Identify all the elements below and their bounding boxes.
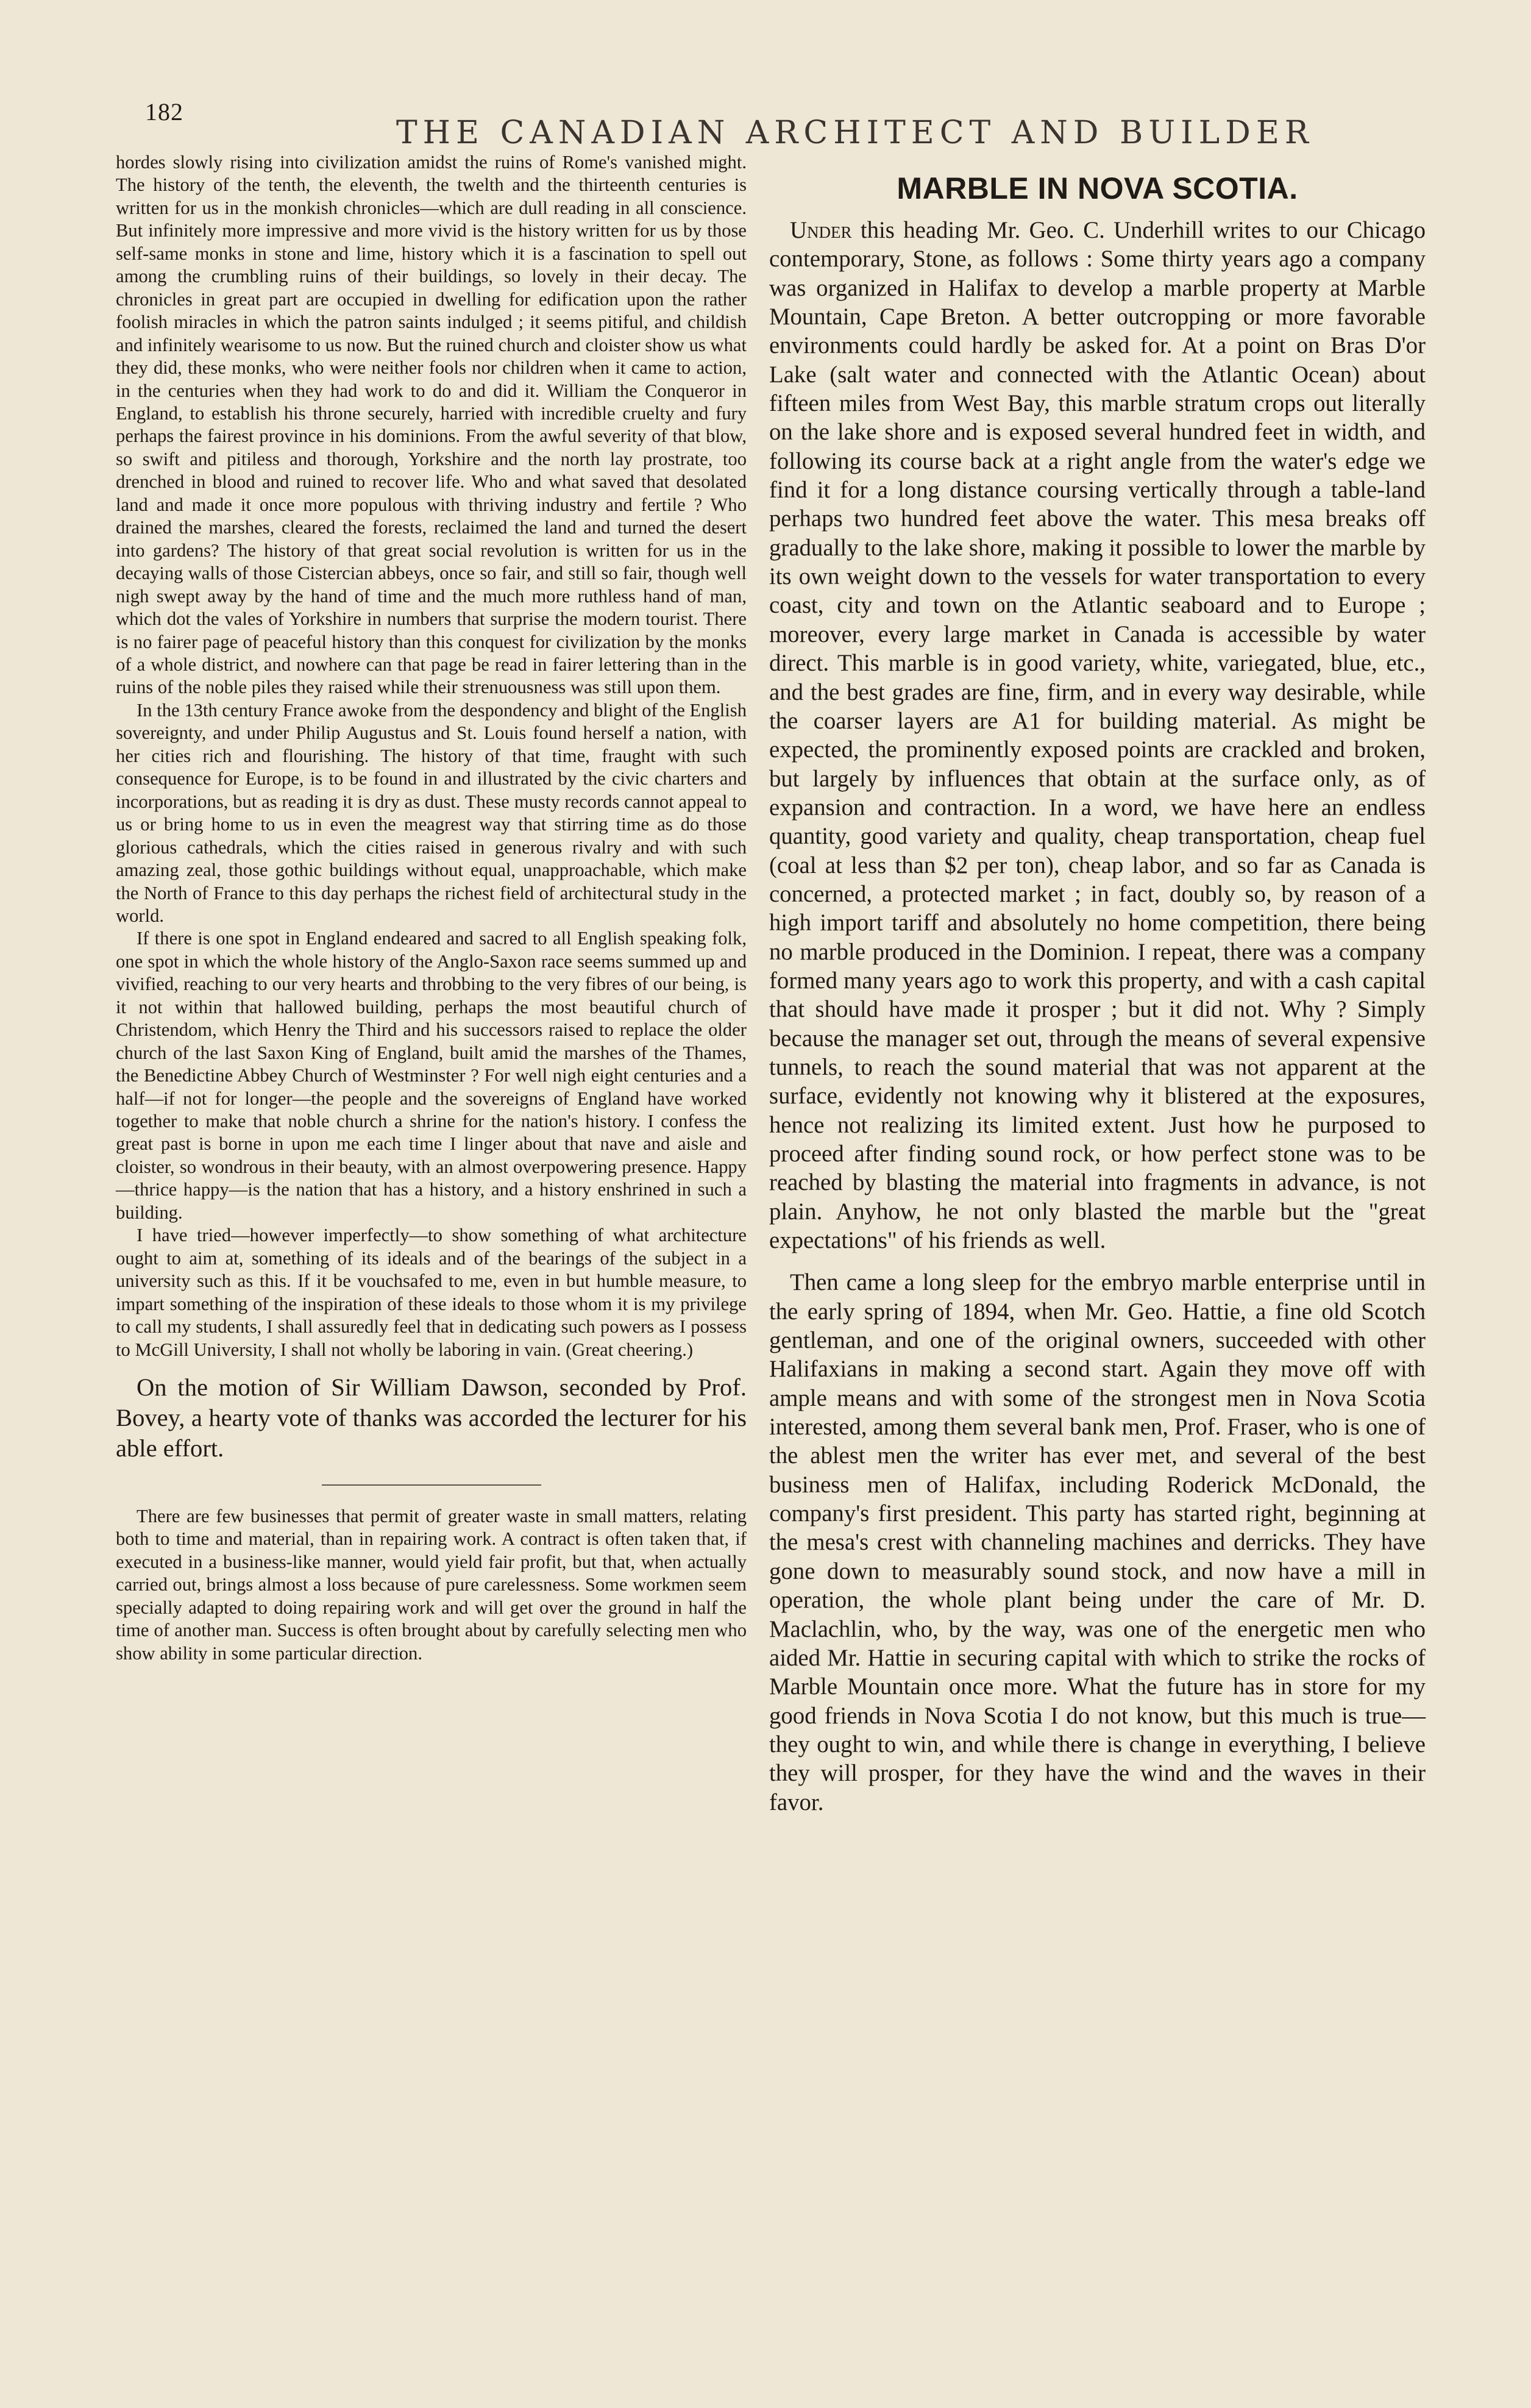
article-paragraph: If there is one spot in England endeared and sacred to all English speaking folk, one spot in which the whole history of the Anglo-Saxon race seems summed up and vivified, reaching to our very hearts and throbbing to the very fibres of our being, is it not within that hallowed building, perhaps the most beautiful church of Christendom, which Henry the Third and his successors raised to replace the older church of the last Saxon King of England, built amid the marshes of the Thames, the Benedictine Abbey Church of Westminster ? For well nigh eight centuries and a half—if not for longer—the people and the sovereigns of England have worked together to make that noble church a shrine for the nation's history. I confess the great past is borne in upon me each time I linger about that nave and aisle and cloister, so wondrous in their beauty, with an almost overpowering presence. Happy—thrice happy—is the nation that has a history, and a history enshrined in such a building.: [116, 928, 747, 1223]
section-divider: [322, 1484, 541, 1486]
lead-word: Under: [790, 217, 852, 243]
article-paragraph: [769, 216, 1426, 1255]
news-item: There are few businesses that permit of greater waste in small matters, relating both to time and material, than in repairing work. A contract is often taken that, if executed in a business-like manner, would yield fair profit, but that, when actually carried out, brings almost a loss because of pure carelessness. Some workmen seem specially adapted to doing repairing work and will get over the ground in half the time of another man. Success is often brought about by carefully selecting men who show ability in some particular direction.: [116, 1506, 747, 1664]
article-paragraph: hordes slowly rising into civilization amidst the ruins of Rome's vanished might. The history of the tenth, the eleventh, the twelth and the thirteenth centuries is written for us in the monkish chronicles—which are dull reading in all conscience. But infinitely more impressive and more vivid is the history written for us by those self-same monks in stone and lime, history which it is a fascination to spell out among the crumbling ruins of their buildings, so lovely in their decay. The chronicles in great part are occupied in dwelling for edification upon the rather foolish miracles in which the patron saints indulged ; it seems pitiful, and childish and infinitely wearisome to us now. But the ruined church and cloister show us what they did, these monks, who were neither fools nor children when it came to action, in the centuries when they had work to do and did it. William the Conqueror in England, to establish his throne securely, harried with incredible cruelty and fury perhaps the fairest province in his dominions. From the awful severity of that blow, so swift and pitiless and thorough, Yorkshire and the north lay prostrate, too drenched in blood and ruined to recover life. Who and what saved that desolated land and made it once more populous with thriving industry and fertile ? Who drained the marshes, cleared the forests, reclaimed the land and turned the desert into gardens? The history of that great social revolution is written for us in the decaying walls of those Cistercian abbeys, once so fair, and still so fair, though well nigh swept away by the hand of time and the much more ruthless hand of man, which dot the vales of Yorkshire in numbers that surprise the modern tourist. There is no fairer page of peaceful history than this conquest for civilization by the monks of a whole district, and nowhere can that page be read in fairer lettering than in the ruins of the noble piles they raised while their strenuousness was still upon them.: [116, 152, 747, 698]
paragraph-text: this heading Mr. Geo. C. Underhill writes to our Chicago contemporary, Stone, as follows : Some thirty years ago a company was organized in Halifax to develop a marble property at Marble Mountain, Cape Breton. A better outcropping or more favorable environments could hardly be asked for. At a point on Bras D'or Lake (salt water and connected with the Atlantic Ocean) about fifteen miles from West Bay, this marble stratum crops out literally on the lake shore and is exposed several hundred feet in width, and following its course back at a right angle from the water's edge we find it for a long distance coursing vertically through a table-land perhaps two hundred feet above the water. This mesa breaks off gradually to the lake shore, making it possible to lower the marble by its own weight down to the vessels for water transportation to every coast, city and town on the Atlantic seaboard and to Europe ; moreover, every large market in Canada is accessible by water direct. This marble is in good variety, white, variegated, blue, etc., and the best grades are fine, firm, and in every way desirable, while the coarser layers are A1 for building material. As might be expected, the prominently exposed points are crackled and broken, but largely by influences that obtain at the surface only, as of expansion and contraction. In a word, we have here an endless quantity, good variety and quality, cheap transportation, cheap fuel (coal at less than $2 per ton), cheap labor, and so far as Canada is concerned, a protected market ; in fact, doubly so, by reason of a high import tariff and absolutely no home competition, there being no marble produced in the Dominion. I repeat, there was a company formed many years ago to work this property, and with a cash capital that should have made it prosper ; but it did not. Why ? Simply because the manager set out, through the means of several expensive tunnels, to reach the sound material that was not apparent at the surface, evidently not knowing why it blistered at the exposures, hence not realizing its limited extent. Just how he purposed to proceed after finding sound rock, or how perfect stone was to be reached by blasting the material into fragments in advance, is not plain. Anyhow, he not only blasted the marble but the "great expectations" of his friends as well.: [769, 217, 1426, 1254]
article-paragraph: I have tried—however imperfectly—to show something of what architecture ought to aim at, something of its ideals and of the bearings of the subject in a university such as this. If it be vouchsafed to me, even in but humble measure, to impart something of the inspiration of these ideals to those whom it is my privilege to call my students, I shall assuredly feel that in dedicating such powers as I possess to McGill University, I shall not wholly be laboring in vain. (Great cheering.): [116, 1225, 747, 1360]
journal-title: THE CANADIAN ARCHITECT AND BUILDER: [396, 115, 1314, 151]
closing-note: On the motion of Sir William Dawson, seconded by Prof. Bovey, a hearty vote of thanks was accorded the lecturer for his able effort.: [116, 1373, 747, 1462]
right-column: [769, 169, 1426, 1817]
article-heading: MARBLE IN NOVA SCOTIA.: [897, 171, 1298, 205]
article-paragraph: In the 13th century France awoke from the despondency and blight of the English sovereignty, and under Philip Augustus and St. Louis found herself a nation, with her cities rich and flourishing. The history of that time, fraught with such consequence for Europe, is to be found in and illustrated by the civic charters and incorporations, but as reading it is dry as dust. These musty records cannot appeal to us or bring home to us in even the meagrest way that stirring time as do those glorious cathedrals, which the cities raised in generous rivalry and with such amazing zeal, those gothic buildings without equal, unapproachable, which make the North of France to this day perhaps the richest field of architectural study in the world.: [116, 699, 747, 926]
left-column: [116, 151, 747, 1665]
page-number: 182: [145, 98, 183, 126]
article-paragraph: Then came a long sleep for the embryo marble enterprise until in the early spring of 1894, when Mr. Geo. Hattie, a fine old Scotch gentleman, and one of the original owners, succeeded with other Halifaxians in making a second start. Again they move off with ample means and with some of the strongest men in Nova Scotia interested, among them several bank men, Prof. Fraser, who is one of the ablest men the writer has ever met, and several of the best business men of Halifax, including Roderick McDonald, the company's first president. This party has started right, beginning at the mesa's crest with channeling machines and derricks. They have gone down to measurably sound stock, and now have a mill in operation, the whole plant being under the care of Mr. D. Maclachlin, who, by the way, was one of the energetic men who aided Mr. Hattie in securing capital with which to strike the rocks of Marble Mountain once more. What the future has in store for my good friends in Nova Scotia I do not know, but this much is true—they ought to win, and while there is change in everything, I believe they will prosper, for they have the wind and the waves in their favor.: [769, 1269, 1426, 1815]
